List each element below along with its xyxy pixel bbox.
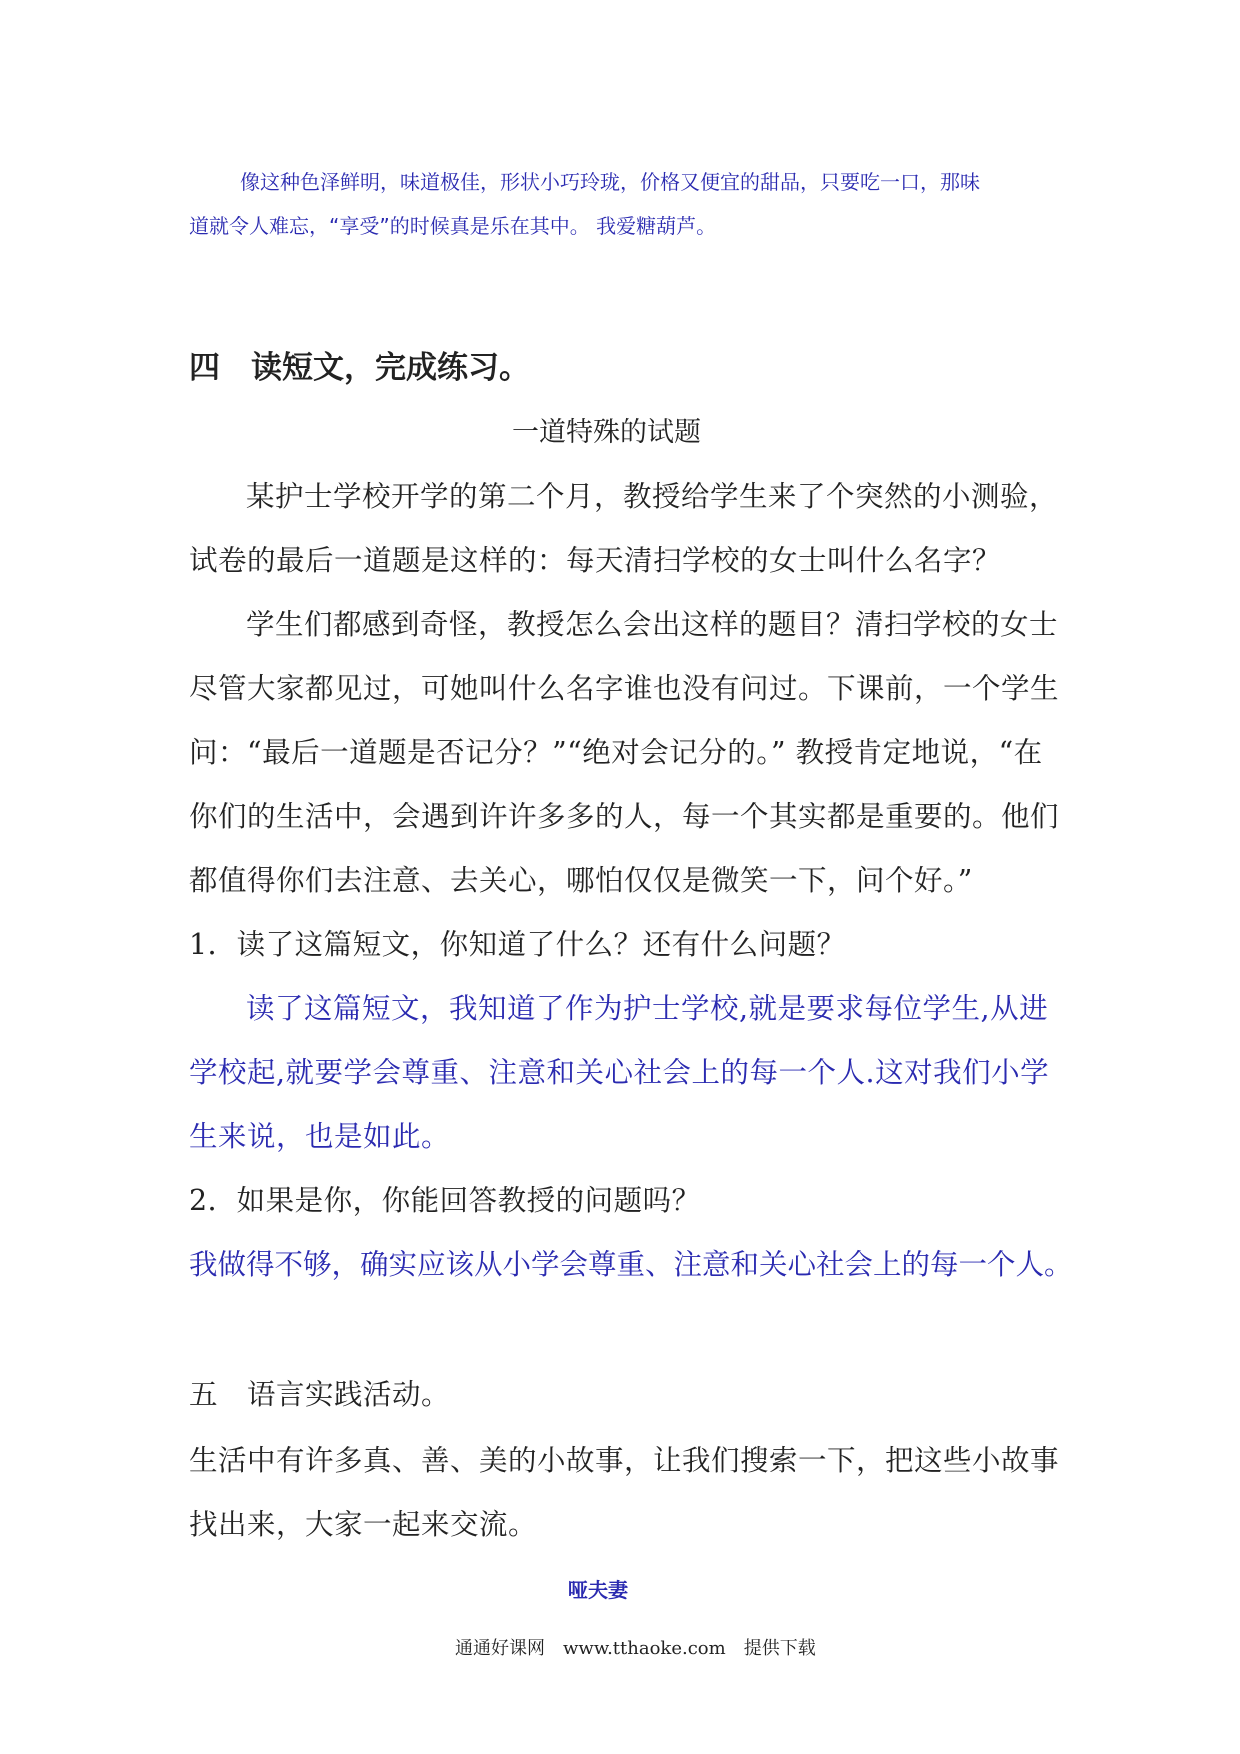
story-title: 一道特殊的试题	[512, 417, 701, 448]
story-title-mute-couple: 哑夫妻	[568, 1578, 628, 1602]
footer-credit: 通通好课网 www.tthaoke.com 提供下载	[455, 1638, 816, 1659]
passage-line: 问：“最后一道题是否记分？”“绝对会记分的。” 教授肯定地说，“在	[189, 736, 1043, 769]
passage-line: 某护士学校开学的第二个月，教授给学生来了个突然的小测验，	[246, 480, 1059, 513]
answer-1-line: 生来说，也是如此。	[189, 1120, 451, 1153]
answer-1-line: 读了这篇短文，我知道了作为护士学校,就是要求每位学生,从进	[246, 992, 1049, 1025]
answer-2: 我做得不够，确实应该从小学会尊重、注意和关心社会上的每一个人。	[189, 1248, 1073, 1281]
intro-line-1: 像这种色泽鲜明，味道极佳，形状小巧玲珑，价格又便宜的甜品，只要吃一口，那味	[240, 170, 980, 194]
answer-1-line: 学校起,就要学会尊重、注意和关心社会上的每一个人.这对我们小学	[189, 1056, 1050, 1089]
passage-line: 学生们都感到奇怪，教授怎么会出这样的题目？清扫学校的女士	[246, 608, 1059, 641]
passage-line: 你们的生活中，会遇到许许多多的人，每一个其实都是重要的。他们	[189, 800, 1060, 833]
passage-line: 尽管大家都见过，可她叫什么名字谁也没有问过。下课前，一个学生	[189, 672, 1060, 705]
section-5-heading: 五 语言实践活动。	[189, 1378, 451, 1411]
passage-line: 都值得你们去注意、去关心，哪怕仅仅是微笑一下，问个好。”	[189, 864, 973, 897]
section-5-text-line: 找出来，大家一起来交流。	[189, 1508, 538, 1541]
question-1: 1．读了这篇短文，你知道了什么？还有什么问题？	[189, 928, 846, 961]
section-4-heading: 四 读短文，完成练习。	[189, 350, 530, 386]
passage-line: 试卷的最后一道题是这样的：每天清扫学校的女士叫什么名字？	[189, 544, 1002, 577]
question-2: 2．如果是你，你能回答教授的问题吗？	[189, 1184, 701, 1217]
section-5-text-line: 生活中有许多真、善、美的小故事，让我们搜索一下，把这些小故事	[189, 1444, 1060, 1477]
intro-line-2: 道就令人难忘，“享受”的时候真是乐在其中。 我爱糖葫芦。	[189, 214, 717, 238]
